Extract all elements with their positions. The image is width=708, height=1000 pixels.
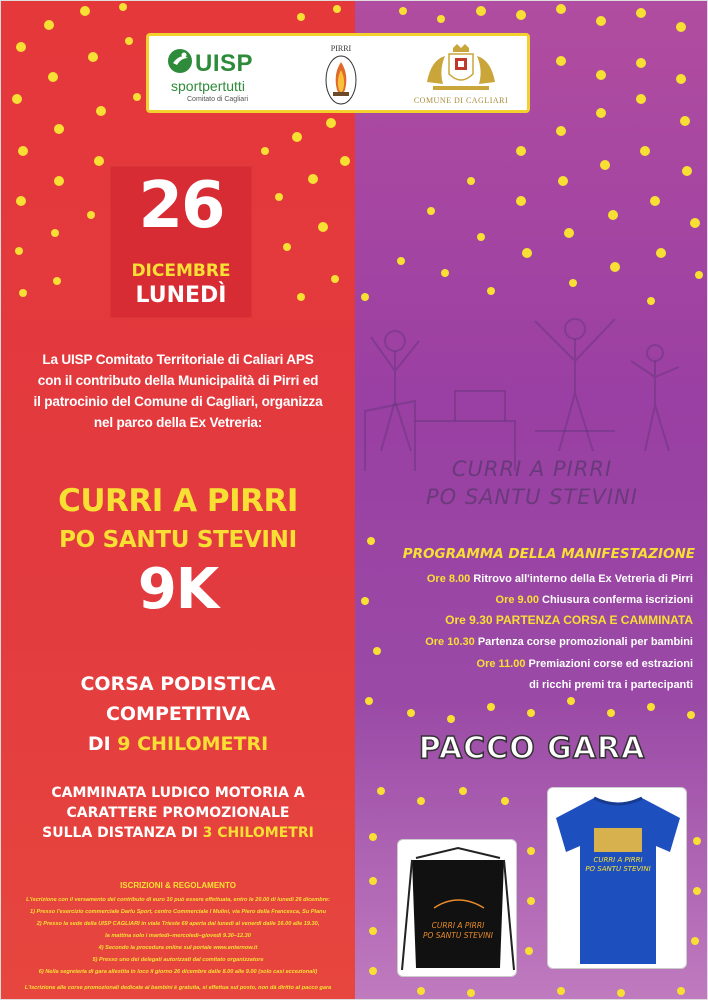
program-item	[425, 636, 693, 648]
walk-line: CAMMINATA LUDICO MOTORIA A	[51, 785, 305, 801]
program-text: PARTENZA CORSA E CAMMINATA	[495, 613, 693, 627]
date-weekday: LUNEDÌ	[135, 283, 227, 308]
walk-distance-highlight: 3 CHILOMETRI	[202, 825, 314, 841]
uisp-committee: Comitato di Cagliari	[187, 96, 249, 103]
bag-icon	[398, 840, 518, 978]
event-subtitle: PO SANTU STEVINI	[59, 527, 297, 553]
program-text: Premiazioni corse ed estrazioni	[528, 658, 693, 670]
walk-line-prefix: SULLA DISTANZA DI	[42, 825, 203, 841]
sponsor-logo-bar	[146, 33, 530, 113]
program-item	[496, 594, 693, 606]
program-item	[427, 573, 693, 585]
event-distance: 9K	[137, 557, 219, 622]
program-time: Ore 10.30	[425, 636, 475, 648]
registration-line: 1) Presso l'esercizio commerciale Darlu Sport, centro Commerciale I Mulini, via Piero della Francesca, Su Planu	[29, 909, 327, 915]
uisp-runner-icon	[167, 48, 193, 74]
intro-line: La UISP Comitato Territoriale di Caliari APS	[42, 352, 314, 367]
walk-line	[1, 825, 355, 841]
registration-line: L'iscrizione alle corse promozionali dedicate ai bambini è gratuita, si effettua sul posto, non dà diritto al pacco gara	[24, 985, 332, 991]
runners-silhouette-art	[355, 301, 708, 481]
race-line-prefix: DI	[87, 733, 118, 755]
program-text: Partenza corse promozionali per bambini	[477, 636, 693, 648]
program-item	[477, 658, 693, 670]
registration-line: L'iscrizione con il versamento del contributo di euro 10 può essere effettuata, entro le 20.00 di lunedì 26 dicembre:	[26, 897, 330, 903]
intro-line: nel parco della Ex Vetreria:	[93, 415, 263, 430]
registration-line: 6) Nella segreteria di gara allestita in loco il giorno 26 dicembre dalle 8.00 alle 9.00 (solo casi eccezionali)	[38, 969, 318, 975]
date-day: 26	[138, 169, 224, 243]
drawstring-bag-image	[397, 839, 517, 977]
pacco-gara-title: PACCO GARA	[418, 731, 646, 766]
tshirt-icon	[548, 788, 688, 970]
event-title: CURRI A PIRRI	[58, 483, 298, 519]
race-line: CORSA PODISTICA	[80, 673, 276, 695]
uisp-subtitle: sportpertutti	[171, 78, 245, 94]
pirri-emblem-icon	[321, 42, 361, 108]
program-time: Ore 8.00	[426, 573, 471, 585]
cagliari-label: COMUNE DI CAGLIARI	[413, 96, 509, 105]
race-distance-highlight: 9 CHILOMETRI	[117, 733, 269, 755]
svg-text:PIRRI: PIRRI	[330, 44, 352, 53]
uisp-title: UISP	[195, 50, 254, 77]
uisp-logo	[167, 46, 277, 108]
program-time: Ore 11.00	[476, 658, 526, 670]
registration-line: 4) Secondo la procedura online sul portale www.enternow.it	[98, 945, 258, 951]
art-subtitle: PO SANTU STEVINI	[425, 485, 639, 509]
walk-line: CARATTERE PROMOZIONALE	[66, 805, 290, 821]
tshirt-image	[547, 787, 687, 969]
intro-text	[21, 349, 335, 433]
program-item	[529, 679, 693, 691]
program-text: Ritrovo all'interno della Ex Vetreria di Pirri	[473, 573, 693, 585]
program-time: Ore 9.00	[495, 594, 539, 606]
registration-line: 5) Presso uno dei delegati autorizzati dal comitato organizzatore	[92, 957, 264, 963]
art-title: CURRI A PIRRI	[451, 457, 613, 481]
date-month: DICEMBRE	[131, 261, 231, 281]
registration-line: la mattina solo i martedì–mercoledì–giovedì 9.30–12.30	[105, 933, 251, 939]
program-item	[445, 613, 693, 627]
svg-text:PO SANTU STEVINI: PO SANTU STEVINI	[585, 865, 651, 873]
intro-line: il patrocinio del Comune di Cagliari, organizza	[33, 394, 323, 409]
race-line: COMPETITIVA	[105, 703, 251, 725]
program-text: Chiusura conferma iscrizioni	[542, 594, 693, 606]
intro-line: con il contributo della Municipalità di Pirri ed	[37, 373, 319, 388]
svg-text:CURRI A PIRRI: CURRI A PIRRI	[593, 856, 643, 864]
race-line	[1, 733, 355, 755]
pirri-logo	[321, 42, 361, 108]
comune-cagliari-logo	[413, 42, 509, 108]
program-text: di ricchi premi tra i partecipanti	[529, 679, 693, 691]
program-title: PROGRAMMA DELLA MANIFESTAZIONE	[402, 546, 695, 562]
registration-title: ISCRIZIONI & REGOLAMENTO	[120, 881, 236, 890]
svg-text:CURRI A PIRRI: CURRI A PIRRI	[431, 921, 485, 930]
date-box	[111, 167, 251, 317]
program-time: Ore 9.30	[445, 613, 493, 627]
cagliari-crest-icon	[413, 42, 509, 96]
svg-text:PO SANTU STEVINI: PO SANTU STEVINI	[422, 931, 494, 940]
registration-line: 2) Presso la sede della UISP CAGLIARI in viale Trieste 69 aperta dal lunedì al venerdì dalle 16.00 alle 19.30,	[36, 921, 320, 927]
